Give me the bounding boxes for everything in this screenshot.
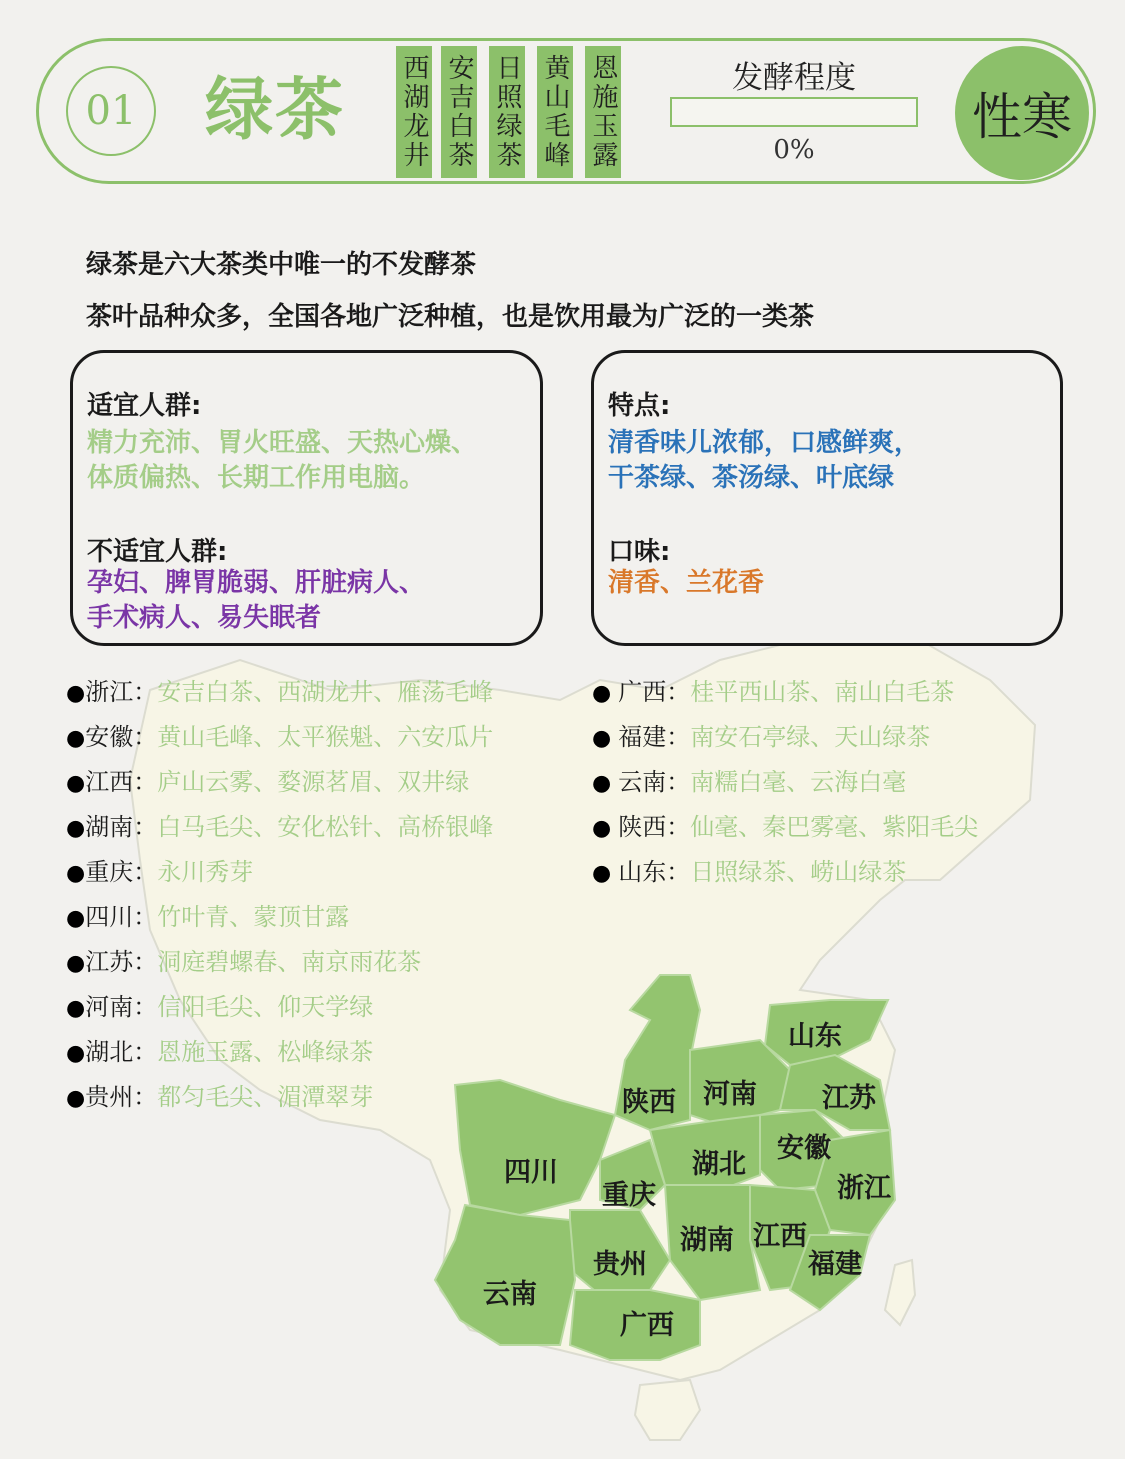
map-label-shandong: 山东 [788,1021,842,1052]
bullet-icon: ● [66,771,86,796]
map-label-henan: 河南 [703,1079,757,1110]
province-item-yunnan: ● 云南：南糯白毫、云海白毫 [592,768,907,796]
province-name: 贵州 [85,1083,134,1111]
province-item-hunan: ●湖南：白马毛尖、安化松针、高桥银峰 [66,813,494,841]
bullet-icon: ● [66,951,86,976]
province-teas: 洞庭碧螺春、南京雨花茶 [157,948,422,976]
map-label-yunnan: 云南 [483,1279,537,1310]
bullet-icon: ● [66,681,86,706]
bullet-icon: ● [66,861,86,886]
province-teas: 日照绿茶、崂山绿茶 [690,858,907,886]
suitable-line-2: 体质偏热、长期工作用电脑。 [87,463,426,493]
section-number: 01 [66,66,156,156]
map-label-anhui: 安徽 [777,1133,831,1164]
province-item-fujian: ● 福建：南安石亭绿、天山绿茶 [592,723,931,751]
unsuitable-line-1: 孕妇、脾胃脆弱、肝脏病人、 [87,568,426,598]
province-item-hubei: ●湖北：恩施玉露、松峰绿茶 [66,1038,374,1066]
province-name: 重庆 [85,858,134,886]
map-label-fujian: 福建 [808,1249,862,1280]
map-label-zhejiang: 浙江 [837,1173,891,1204]
province-name: 江苏 [85,948,134,976]
feature-line-1: 清香味儿浓郁，口感鲜爽， [608,428,921,458]
province-teas: 都匀毛尖、湄潭翠芽 [157,1083,374,1111]
fermentation-bar [670,97,918,127]
province-teas: 南安石亭绿、天山绿茶 [690,723,931,751]
province-teas: 安吉白茶、西湖龙井、雁荡毛峰 [157,678,494,706]
province-name: 福建 [618,723,667,751]
famous-tea-3: 日照绿茶 [489,46,525,178]
bullet-icon: ● [592,681,619,706]
province-item-zhejiang: ●浙江：安吉白茶、西湖龙井、雁荡毛峰 [66,678,494,706]
province-name: 广西 [618,678,667,706]
map-label-jiangxi: 江西 [753,1221,807,1252]
province-item-chongqing: ●重庆：永川秀芽 [66,858,254,886]
taiwan-island [885,1260,915,1325]
fermentation-label: 发酵程度 [732,60,856,96]
province-name: 安徽 [85,723,134,751]
province-item-guangxi: ● 广西：桂平西山茶、南山白毛茶 [592,678,955,706]
suitable-title: 适宜人群: [87,391,202,421]
bullet-icon: ● [66,1041,86,1066]
map-label-sichuan: 四川 [504,1157,558,1188]
bullet-icon: ● [592,771,619,796]
province-teas: 永川秀芽 [157,858,254,886]
province-item-sichuan: ●四川：竹叶青、蒙顶甘露 [66,903,350,931]
province-name: 浙江 [85,678,134,706]
taste-line-1: 清香、兰花香 [608,568,765,598]
province-teas: 竹叶青、蒙顶甘露 [157,903,350,931]
suitable-people-box [70,350,543,646]
bullet-icon: ● [66,996,86,1021]
suitable-line-1: 精力充沛、胃火旺盛、天热心燥、 [87,428,478,458]
hainan-island [635,1380,700,1440]
bullet-icon: ● [66,726,86,751]
province-name: 山东 [618,858,667,886]
famous-tea-5: 恩施玉露 [585,46,621,178]
province-item-shaanxi: ● 陕西：仙毫、秦巴雾毫、紫阳毛尖 [592,813,979,841]
province-teas: 庐山云雾、婺源茗眉、双井绿 [157,768,470,796]
map-label-guizhou: 贵州 [593,1249,647,1280]
bullet-icon: ● [66,1086,86,1111]
province-item-guizhou: ●贵州：都匀毛尖、湄潭翠芽 [66,1083,374,1111]
taste-title: 口味: [608,537,671,567]
bullet-icon: ● [592,861,619,886]
province-teas: 恩施玉露、松峰绿茶 [157,1038,374,1066]
map-label-chongqing: 重庆 [602,1180,656,1211]
map-label-guangxi: 广西 [620,1310,674,1341]
province-name: 湖南 [85,813,134,841]
province-item-jiangxi: ●江西：庐山云雾、婺源茗眉、双井绿 [66,768,470,796]
feature-title: 特点: [608,391,671,421]
intro-line-2: 茶叶品种众多，全国各地广泛种植，也是饮用最为广泛的一类茶 [86,302,815,332]
famous-tea-1: 西湖龙井 [396,46,432,178]
province-item-anhui: ●安徽：黄山毛峰、太平猴魁、六安瓜片 [66,723,494,751]
unsuitable-title: 不适宜人群: [87,537,228,567]
province-teas: 白马毛尖、安化松针、高桥银峰 [157,813,494,841]
province-teas: 黄山毛峰、太平猴魁、六安瓜片 [157,723,494,751]
province-item-jiangsu: ●江苏：洞庭碧螺春、南京雨花茶 [66,948,422,976]
famous-tea-2: 安吉白茶 [441,46,477,178]
province-teas: 信阳毛尖、仰天学绿 [157,993,374,1021]
province-name: 四川 [85,903,134,931]
province-name: 陕西 [618,813,667,841]
map-label-shaanxi: 陕西 [622,1087,676,1118]
intro-line-1: 绿茶是六大茶类中唯一的不发酵茶 [86,250,477,280]
province-item-henan: ●河南：信阳毛尖、仰天学绿 [66,993,374,1021]
bullet-icon: ● [66,906,86,931]
feature-box [591,350,1063,646]
famous-tea-4: 黄山毛峰 [537,46,573,178]
bullet-icon: ● [66,816,86,841]
map-label-hunan: 湖南 [680,1225,734,1256]
province-teas: 桂平西山茶、南山白毛茶 [690,678,955,706]
province-teas: 仙毫、秦巴雾毫、紫阳毛尖 [690,813,979,841]
bullet-icon: ● [592,726,619,751]
category-title: 绿茶 [205,71,346,150]
nature-badge: 性寒 [955,46,1089,180]
province-item-shandong: ● 山东：日照绿茶、崂山绿茶 [592,858,907,886]
province-name: 湖北 [85,1038,134,1066]
province-teas: 南糯白毫、云海白毫 [690,768,907,796]
map-label-jiangsu: 江苏 [822,1083,876,1114]
province-name: 河南 [85,993,134,1021]
map-label-hubei: 湖北 [692,1149,746,1180]
province-name: 江西 [85,768,134,796]
province-name: 云南 [618,768,667,796]
feature-line-2: 干茶绿、茶汤绿、叶底绿 [608,463,895,493]
unsuitable-line-2: 手术病人、易失眠者 [87,603,322,633]
bullet-icon: ● [592,816,619,841]
fermentation-percent: 0% [773,135,815,165]
